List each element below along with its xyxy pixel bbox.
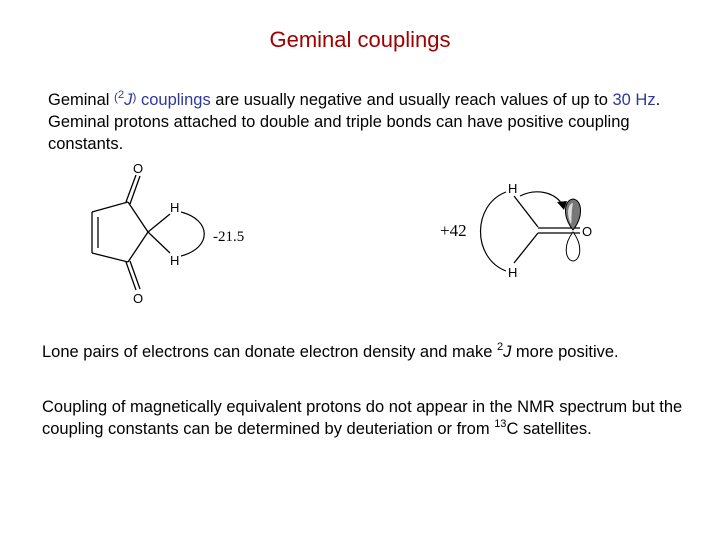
atom-h-top: H — [170, 200, 180, 215]
p-orbital-bottom-lobe — [566, 232, 580, 261]
coupling-arc-right — [481, 192, 507, 271]
paragraph-geminal-intro — [48, 86, 688, 155]
bond-c1-c2 — [92, 202, 128, 212]
coupling-value-right: +42 — [440, 221, 467, 240]
bond-c3-h-bottom — [148, 232, 170, 253]
p-orbital-top-lobe — [565, 199, 580, 230]
carbonyl-bottom-1 — [126, 262, 136, 290]
isotope-superscript: 13 — [494, 418, 507, 430]
bond-c-h-bottom — [514, 233, 538, 263]
atom-o-top: O — [133, 161, 144, 176]
notation-close: ) — [132, 90, 137, 104]
carbonyl-top-2 — [130, 176, 140, 204]
notation-superscript: 2 — [118, 89, 125, 101]
equivalent-protons-text: Coupling of magnetically equivalent protons do not appear in the NMR spectrum but the coupling constants can be determined by deuteriation or from — [42, 398, 683, 438]
bond-c2-c3 — [128, 202, 148, 232]
intro-text-start: Geminal — [48, 91, 115, 109]
electron-transfer-arrow — [520, 192, 562, 204]
bond-c-h-top — [514, 196, 538, 227]
chemistry-diagram — [0, 150, 720, 330]
coupling-arc-left — [181, 212, 204, 256]
notation-open: ( — [114, 90, 119, 104]
carbonyl-bottom-2 — [130, 261, 140, 289]
bond-c3-h-top — [148, 214, 170, 232]
atom-o-right: O — [582, 224, 593, 239]
paragraph-equivalent-protons — [42, 396, 702, 440]
paragraph-lone-pairs — [42, 341, 702, 363]
slide-title: Geminal couplings — [269, 27, 451, 52]
equivalent-protons-text-end: C satellites. — [506, 420, 592, 438]
intro-text-middle: are usually negative and usually reach values of up to — [210, 91, 613, 109]
lone-pairs-text-end: more positive. — [511, 343, 619, 361]
highlight-couplings: couplings — [136, 91, 211, 109]
lone-pairs-text: Lone pairs of electrons can donate electron density and make — [42, 343, 497, 361]
atom-h-right-bottom: H — [508, 265, 518, 280]
intro-text-end: . Geminal protons attached to double and triple bonds can have positive coupling constants. — [48, 91, 661, 153]
notation-j: J — [124, 91, 133, 109]
cyclopentenedione-structure — [92, 175, 204, 290]
bond-c4-c3 — [128, 232, 148, 262]
atom-h-right-top: H — [508, 181, 518, 196]
bond-c5-c4 — [92, 253, 128, 262]
highlight-value: 30 Hz — [612, 91, 656, 109]
lone-pairs-superscript: 2 — [496, 341, 504, 353]
lone-pairs-j: J — [503, 343, 512, 361]
atom-h-bottom: H — [170, 253, 180, 268]
coupling-value-left: -21.5 — [213, 229, 245, 245]
atom-o-bottom: O — [133, 291, 144, 306]
carbonyl-top-1 — [126, 175, 136, 202]
